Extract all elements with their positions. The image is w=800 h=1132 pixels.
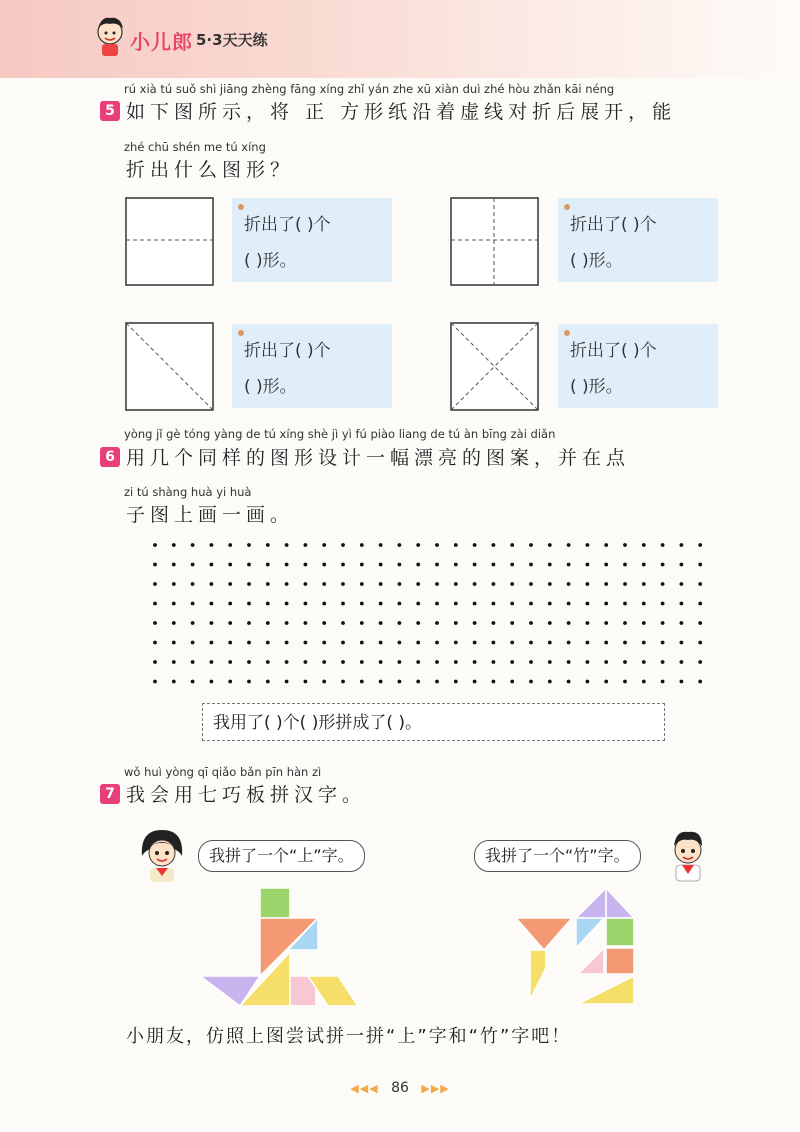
grid-dot: [586, 563, 590, 567]
tangram-square: [606, 918, 634, 946]
grid-dot: [567, 563, 571, 567]
grid-dot: [285, 582, 289, 586]
grid-dot: [285, 621, 289, 625]
grid-dot: [548, 582, 552, 586]
grid-dot: [304, 582, 308, 586]
grid-dot: [191, 582, 195, 586]
grid-dot: [341, 621, 345, 625]
grid-dot: [341, 602, 345, 606]
grid-dot: [304, 680, 308, 684]
grid-dot: [266, 641, 270, 645]
q6-number-badge: 6: [100, 447, 120, 467]
grid-dot: [586, 621, 590, 625]
grid-dot: [567, 641, 571, 645]
grid-dot: [586, 641, 590, 645]
grid-dot: [454, 563, 458, 567]
grid-dot: [435, 602, 439, 606]
grid-dot: [398, 582, 402, 586]
grid-dot: [322, 621, 326, 625]
grid-dot: [548, 602, 552, 606]
grid-dot: [454, 602, 458, 606]
tangram-parallelogram: [530, 950, 546, 1000]
grid-dot: [473, 621, 477, 625]
grid-dot: [228, 621, 232, 625]
boy-avatar: [664, 824, 712, 884]
grid-dot: [153, 563, 157, 567]
grid-dot: [322, 543, 326, 547]
grid-dot: [210, 680, 214, 684]
note-line1: 折出了( )个: [570, 215, 657, 235]
grid-dot: [379, 621, 383, 625]
grid-dot: [604, 563, 608, 567]
grid-dot: [698, 543, 702, 547]
dot-grid[interactable]: [140, 535, 720, 695]
grid-dot: [454, 680, 458, 684]
square-cross-fold: [450, 197, 540, 287]
grid-dot: [529, 602, 533, 606]
grid-dot: [153, 660, 157, 664]
grid-dot: [510, 543, 514, 547]
grid-dot: [492, 563, 496, 567]
tangram-small-triangle: [576, 918, 604, 948]
grid-dot: [322, 660, 326, 664]
q5-text-line1: 如下图所示，将 正 方形纸沿着虚线对折后展开，能: [126, 101, 677, 123]
q6-text-line1: 用几个同样的图形设计一幅漂亮的图案，并在点: [126, 447, 631, 469]
grid-dot: [510, 602, 514, 606]
grid-dot: [510, 621, 514, 625]
q6-answer-sentence: 我用了( )个( )形拼成了( )。: [202, 703, 665, 741]
grid-dot: [191, 602, 195, 606]
left-arrows-icon: ◀◀◀: [350, 1082, 379, 1095]
note-line2: ( )形。: [570, 251, 623, 271]
grid-dot: [322, 602, 326, 606]
note-line1: 折出了( )个: [244, 341, 331, 361]
grid-dot: [492, 621, 496, 625]
grid-dot: [304, 660, 308, 664]
grid-dot: [266, 563, 270, 567]
grid-dot: [435, 582, 439, 586]
grid-dot: [661, 563, 665, 567]
grid-dot: [529, 543, 533, 547]
series-title: 5·3天天练: [196, 31, 268, 49]
q7-pinyin: wǒ huì yòng qī qiǎo bǎn pīn hàn zì: [124, 765, 322, 779]
grid-dot: [416, 543, 420, 547]
grid-dot: [266, 543, 270, 547]
grid-dot: [680, 543, 684, 547]
tangram-shang: [200, 888, 360, 1010]
square-diagonal-fold: [125, 322, 215, 412]
tangram-medium-triangle: [576, 888, 606, 918]
grid-dot: [228, 641, 232, 645]
grid-dot: [304, 602, 308, 606]
grid-dot: [623, 641, 627, 645]
grid-dot: [266, 582, 270, 586]
grid-dot: [680, 582, 684, 586]
grid-dot: [210, 660, 214, 664]
grid-dot: [266, 660, 270, 664]
grid-dot: [586, 680, 590, 684]
grid-dot: [473, 660, 477, 664]
grid-dot: [398, 602, 402, 606]
grid-dot: [548, 680, 552, 684]
grid-dot: [604, 660, 608, 664]
grid-dot: [604, 602, 608, 606]
grid-dot: [642, 582, 646, 586]
grid-dot: [360, 641, 364, 645]
grid-dot: [191, 641, 195, 645]
grid-dot: [567, 582, 571, 586]
grid-dot: [586, 543, 590, 547]
grid-dot: [623, 563, 627, 567]
grid-dot: [529, 582, 533, 586]
grid-dot: [661, 602, 665, 606]
grid-dot: [548, 543, 552, 547]
grid-dot: [492, 582, 496, 586]
grid-dot: [341, 660, 345, 664]
grid-dot: [510, 660, 514, 664]
grid-dot: [642, 563, 646, 567]
grid-dot: [360, 543, 364, 547]
grid-dot: [304, 641, 308, 645]
grid-dot: [473, 641, 477, 645]
q5-number-badge: 5: [100, 101, 120, 121]
grid-dot: [623, 543, 627, 547]
grid-dot: [304, 543, 308, 547]
grid-dot: [210, 641, 214, 645]
grid-dot: [247, 602, 251, 606]
grid-dot: [379, 602, 383, 606]
grid-dot: [266, 602, 270, 606]
grid-dot: [210, 543, 214, 547]
grid-dot: [416, 582, 420, 586]
grid-dot: [435, 680, 439, 684]
grid-dot: [210, 582, 214, 586]
grid-dot: [454, 621, 458, 625]
grid-dot: [153, 641, 157, 645]
grid-dot: [529, 680, 533, 684]
grid-dot: [680, 641, 684, 645]
grid-dot: [604, 582, 608, 586]
grid-dot: [642, 543, 646, 547]
grid-dot: [398, 660, 402, 664]
q5-pinyin-line1: rú xià tú suǒ shì jiāng zhèng fāng xíng zhǐ yán zhe xū xiàn duì zhé hòu zhǎn kāi néng: [124, 82, 615, 96]
grid-dot: [454, 660, 458, 664]
grid-dot: [247, 641, 251, 645]
grid-dot: [604, 641, 608, 645]
grid-dot: [228, 602, 232, 606]
grid-dot: [416, 641, 420, 645]
grid-dot: [228, 660, 232, 664]
grid-dot: [379, 680, 383, 684]
grid-dot: [661, 543, 665, 547]
grid-dot: [680, 621, 684, 625]
brand-title: 小儿郎: [130, 30, 193, 54]
grid-dot: [153, 582, 157, 586]
q5-text-line2: 折出什么图形？: [126, 159, 295, 181]
grid-dot: [510, 680, 514, 684]
grid-dot: [680, 680, 684, 684]
grid-dot: [247, 582, 251, 586]
grid-dot: [285, 660, 289, 664]
grid-dot: [341, 641, 345, 645]
tangram-large-triangle: [606, 948, 634, 974]
grid-dot: [416, 602, 420, 606]
grid-dot: [322, 563, 326, 567]
grid-dot: [153, 602, 157, 606]
grid-dot: [379, 582, 383, 586]
grid-dot: [285, 602, 289, 606]
right-arrows-icon: ▶▶▶: [421, 1082, 450, 1095]
grid-dot: [680, 563, 684, 567]
grid-dot: [661, 680, 665, 684]
grid-dot: [473, 543, 477, 547]
speech-bubble-right: 我拼了一个“竹”字。: [474, 840, 641, 872]
tangram-large-triangle: [516, 918, 572, 950]
grid-dot: [492, 680, 496, 684]
grid-dot: [623, 602, 627, 606]
grid-dot: [172, 582, 176, 586]
grid-dot: [529, 660, 533, 664]
page-footer: [340, 1080, 460, 1096]
grid-dot: [341, 680, 345, 684]
grid-dot: [416, 660, 420, 664]
q6-pinyin-line2: zi tú shàng huà yi huà: [124, 485, 252, 499]
grid-dot: [247, 543, 251, 547]
note-line1: 折出了( )个: [244, 215, 331, 235]
grid-dot: [172, 621, 176, 625]
q7-number-badge: 7: [100, 784, 120, 804]
grid-dot: [604, 621, 608, 625]
grid-dot: [586, 582, 590, 586]
grid-dot: [435, 660, 439, 664]
answer-note: [232, 198, 392, 282]
grid-dot: [247, 621, 251, 625]
grid-dot: [680, 660, 684, 664]
grid-dot: [285, 641, 289, 645]
grid-dot: [379, 641, 383, 645]
grid-dot: [210, 563, 214, 567]
note-line2: ( )形。: [570, 377, 623, 397]
grid-dot: [228, 563, 232, 567]
grid-dot: [529, 563, 533, 567]
grid-dot: [473, 582, 477, 586]
grid-dot: [492, 641, 496, 645]
grid-dot: [228, 582, 232, 586]
grid-dot: [228, 680, 232, 684]
grid-dot: [492, 660, 496, 664]
grid-dot: [548, 621, 552, 625]
grid-dot: [473, 602, 477, 606]
grid-dot: [661, 641, 665, 645]
grid-dot: [379, 660, 383, 664]
grid-dot: [285, 543, 289, 547]
grid-dot: [172, 680, 176, 684]
grid-dot: [623, 582, 627, 586]
grid-dot: [360, 621, 364, 625]
grid-dot: [510, 582, 514, 586]
grid-dot: [510, 641, 514, 645]
q7-text: 我会用七巧板拼汉字。: [126, 784, 367, 806]
tangram-zhu: [512, 888, 638, 1010]
grid-dot: [473, 680, 477, 684]
grid-dot: [172, 641, 176, 645]
grid-dot: [304, 621, 308, 625]
note-line2: ( )形。: [244, 377, 297, 397]
grid-dot: [454, 543, 458, 547]
grid-dot: [322, 582, 326, 586]
grid-dot: [698, 563, 702, 567]
grid-dot: [529, 641, 533, 645]
grid-dot: [529, 621, 533, 625]
grid-dot: [623, 680, 627, 684]
grid-dot: [642, 621, 646, 625]
tangram-medium-triangle: [606, 888, 634, 918]
tangram-large-triangle-yellow: [578, 976, 634, 1004]
grid-dot: [698, 680, 702, 684]
grid-dot: [416, 563, 420, 567]
grid-dot: [698, 582, 702, 586]
tangram-square: [260, 888, 290, 918]
grid-dot: [642, 641, 646, 645]
grid-dot: [341, 582, 345, 586]
grid-dot: [698, 602, 702, 606]
grid-dot: [548, 563, 552, 567]
grid-dot: [586, 602, 590, 606]
grid-dot: [153, 543, 157, 547]
grid-dot: [266, 680, 270, 684]
grid-dot: [454, 641, 458, 645]
page-number: 86: [391, 1080, 409, 1096]
grid-dot: [341, 543, 345, 547]
grid-dot: [698, 621, 702, 625]
grid-dot: [153, 621, 157, 625]
q6-pinyin-line1: yòng jǐ gè tóng yàng de tú xíng shè jì yì fú piào liang de tú àn bīng zài diǎn: [124, 427, 556, 441]
grid-dot: [210, 602, 214, 606]
grid-dot: [567, 680, 571, 684]
grid-dot: [247, 563, 251, 567]
grid-dot: [360, 582, 364, 586]
grid-dot: [416, 621, 420, 625]
grid-dot: [398, 563, 402, 567]
grid-dot: [623, 621, 627, 625]
grid-dot: [285, 563, 289, 567]
grid-dot: [360, 602, 364, 606]
grid-dot: [191, 563, 195, 567]
grid-dot: [510, 563, 514, 567]
q5-pinyin-line2: zhé chū shén me tú xíng: [124, 140, 266, 154]
grid-dot: [379, 563, 383, 567]
grid-dot: [698, 641, 702, 645]
answer-note: [558, 198, 718, 282]
grid-dot: [191, 680, 195, 684]
grid-dot: [567, 602, 571, 606]
grid-dot: [398, 543, 402, 547]
grid-dot: [548, 641, 552, 645]
grid-dot: [698, 660, 702, 664]
grid-dot: [604, 680, 608, 684]
tangram-small-triangle-pink: [578, 948, 604, 974]
grid-dot: [567, 621, 571, 625]
grid-dot: [661, 582, 665, 586]
grid-dot: [191, 543, 195, 547]
grid-dot: [341, 563, 345, 567]
grid-dot: [172, 602, 176, 606]
grid-dot: [398, 680, 402, 684]
grid-dot: [492, 602, 496, 606]
grid-dot: [586, 660, 590, 664]
grid-dot: [360, 563, 364, 567]
grid-dot: [172, 660, 176, 664]
grid-dot: [398, 641, 402, 645]
grid-dot: [360, 680, 364, 684]
grid-dot: [285, 680, 289, 684]
note-line2: ( )形。: [244, 251, 297, 271]
grid-dot: [642, 602, 646, 606]
grid-dot: [322, 680, 326, 684]
grid-dot: [247, 660, 251, 664]
grid-dot: [548, 660, 552, 664]
note-line1: 折出了( )个: [570, 341, 657, 361]
mascot-icon: [92, 14, 128, 58]
grid-dot: [435, 641, 439, 645]
q6-text-line2: 子图上画一画。: [126, 504, 295, 526]
grid-dot: [454, 582, 458, 586]
grid-dot: [661, 621, 665, 625]
grid-dot: [435, 543, 439, 547]
grid-dot: [642, 680, 646, 684]
grid-dot: [623, 660, 627, 664]
grid-dot: [266, 621, 270, 625]
grid-dot: [416, 680, 420, 684]
square-horizontal-fold: [125, 197, 215, 287]
speech-bubble-left: 我拼了一个“上”字。: [198, 840, 365, 872]
grid-dot: [360, 660, 364, 664]
grid-dot: [172, 543, 176, 547]
grid-dot: [247, 680, 251, 684]
grid-dot: [379, 543, 383, 547]
answer-note: [232, 324, 392, 408]
grid-dot: [492, 543, 496, 547]
grid-dot: [191, 621, 195, 625]
grid-dot: [304, 563, 308, 567]
grid-dot: [642, 660, 646, 664]
grid-dot: [398, 621, 402, 625]
grid-dot: [680, 602, 684, 606]
grid-dot: [435, 621, 439, 625]
answer-note: [558, 324, 718, 408]
grid-dot: [567, 660, 571, 664]
grid-dot: [473, 563, 477, 567]
grid-dot: [322, 641, 326, 645]
grid-dot: [153, 680, 157, 684]
grid-dot: [567, 543, 571, 547]
grid-dot: [172, 563, 176, 567]
grid-dot: [604, 543, 608, 547]
square-double-diagonal-fold: [450, 322, 540, 412]
grid-dot: [661, 660, 665, 664]
grid-dot: [191, 660, 195, 664]
grid-dot: [435, 563, 439, 567]
grid-dot: [210, 621, 214, 625]
q7-prompt: 小朋友，仿照上图尝试拼一拼“上”字和“竹”字吧！: [126, 1026, 572, 1047]
grid-dot: [228, 543, 232, 547]
girl-avatar: [138, 826, 186, 884]
